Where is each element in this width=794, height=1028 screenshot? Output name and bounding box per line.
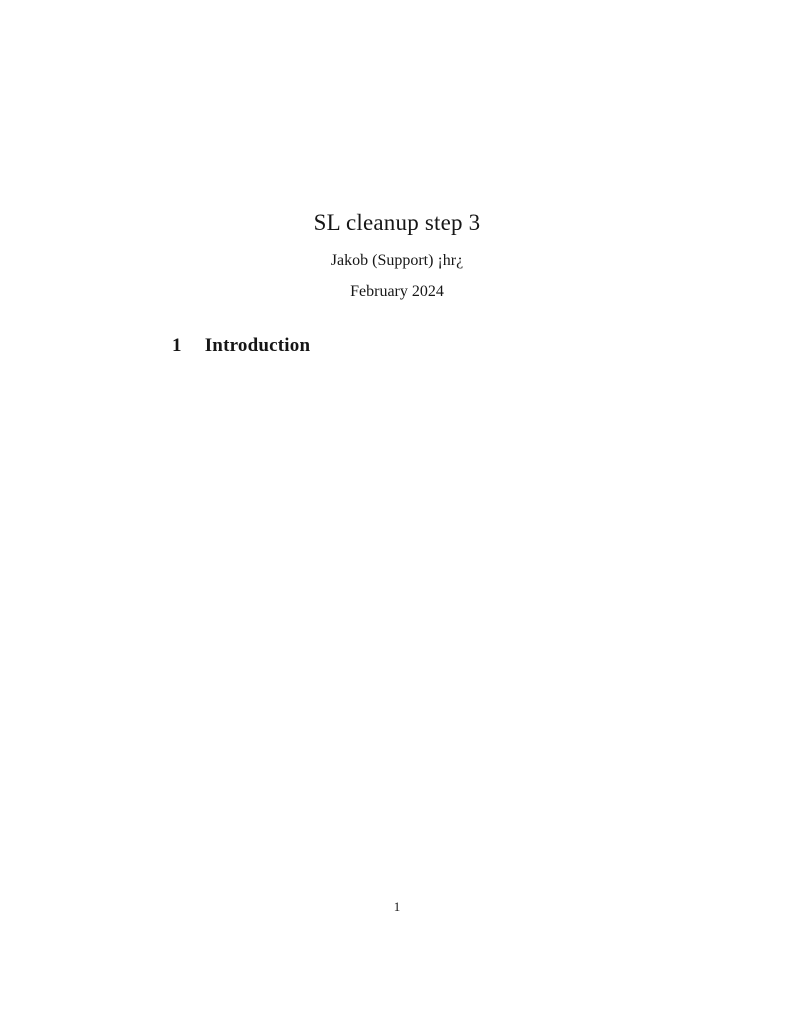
- section-title: Introduction: [204, 335, 311, 356]
- document-title: SL cleanup step 3: [313, 210, 481, 235]
- document-author: Jakob (Support) ¡hr¿: [330, 252, 464, 269]
- section-number: 1: [172, 335, 182, 356]
- section-heading: [172, 335, 310, 357]
- page-number: 1: [393, 899, 401, 914]
- document-date: February 2024: [350, 283, 444, 300]
